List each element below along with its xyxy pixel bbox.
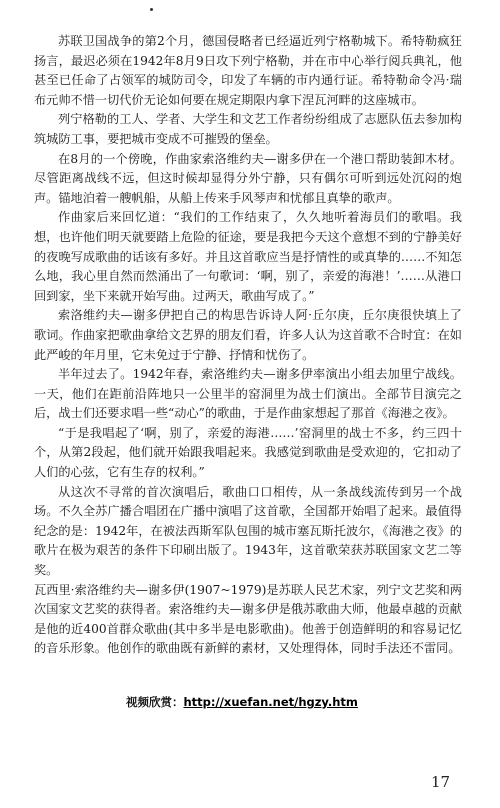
paragraph: 半年过去了。1942年春，索洛维约夫—谢多伊率演出小组去加里宁战线。一天，他们在距前沿阵地只一公里半的窑洞里为战士们演出。全部节目演完之后，战士们还要求唱一些“动心”的歌曲，于是作曲家想起了那首《海港之夜》。 bbox=[34, 367, 462, 421]
scan-dot bbox=[150, 8, 153, 11]
paragraph: 在8月的一个傍晚，作曲家索洛维约夫—谢多伊在一个港口帮助装卸木材。尽管距离战线不远，但这时候却显得分外宁静，只有偶尔可听到远处沉闷的炮声。锚地泊着一艘帆船，从船上传来手风琴声和忧郁且真挚的歌声。 bbox=[34, 151, 462, 205]
video-label: 视频欣赏： bbox=[126, 695, 184, 709]
paragraph: 苏联卫国战争的第2个月，德国侵略者已经逼近列宁格勒城下。希特勒疯狂扬言，最迟必须在1942年8月9日攻下列宁格勒，并在市中心举行阅兵典礼，他甚至已任命了占领军的城防司令，印发了车辆的市内通行证。希特勒命令冯·瑞布元帅不惜一切代价无论如何要在规定期限内拿下涅瓦河畔的这座城市。 bbox=[34, 34, 462, 107]
paragraph: 从这次不寻常的首次演唱后，歌曲口口相传，从一条战线流传到另一个战场。不久全苏广播合唱团在广播中演唱了这首歌，全国都开始唱了起来。最值得纪念的是：1942年，在被法西斯军队包围的城市塞瓦斯托波尔，《海港之夜》的歌片在极为艰苦的条件下印刷出版了。1943年，这首歌荣获苏联国家文艺二等奖。 bbox=[34, 484, 462, 578]
paragraph: 索洛维约夫—谢多伊把自己的构思告诉诗人阿·丘尔庚，丘尔庚很快填上了歌词。作曲家把歌曲拿给文艺界的朋友们看，许多人认为这首歌不合时宜：在如此严峻的年月里，它未免过于宁静、抒情和忧伤了。 bbox=[34, 308, 462, 362]
paragraph: 瓦西里·索洛维约夫—谢多伊(1907~1979)是苏联人民艺术家，列宁文艺奖和两次国家文艺奖的获得者。索洛维约夫—谢多伊是俄苏歌曲大师，他最卓越的贡献是他的近400首群众歌曲(其中多半是电影歌曲)。他善于创造鲜明的和容易记忆的音乐形象。他创作的歌曲既有新鲜的素材，又处理得体，同时手法还不雷同。 bbox=[34, 582, 462, 656]
page-number: 17 bbox=[431, 773, 451, 791]
video-url-link[interactable]: http://xuefan.net/hgzy.htm bbox=[183, 695, 358, 709]
paragraph: 列宁格勒的工人、学者、大学生和文艺工作者纷纷组成了志愿队伍去参加构筑城防工事，要把城市变成不可摧毁的堡垒。 bbox=[34, 112, 462, 146]
paragraph: “于是我唱起了‘啊，别了，亲爱的海港……’窑洞里的战士不多，约三四十个，从第2段起，他们就开始跟我唱起来。我感觉到歌曲是受欢迎的，它扣动了人们的心弦，它有生存的权利。” bbox=[34, 425, 462, 480]
video-link-line bbox=[126, 694, 358, 710]
paragraph: 作曲家后来回忆道：“我们的工作结束了，久久地听着海员们的歌唱。我想，也许他们明天就要踏上危险的征途，要是我把今天这个意想不到的宁静美好的夜晚写成歌曲的话该有多好。并且这首歌应当是抒情性的或真挚的……不知怎么地，我心里自然而然涌出了一句歌词：‘啊，别了，亲爱的海港！’……从港口回到家，坐下来就开始写曲。过两天，歌曲写成了。” bbox=[34, 210, 462, 303]
article-body bbox=[34, 32, 462, 659]
